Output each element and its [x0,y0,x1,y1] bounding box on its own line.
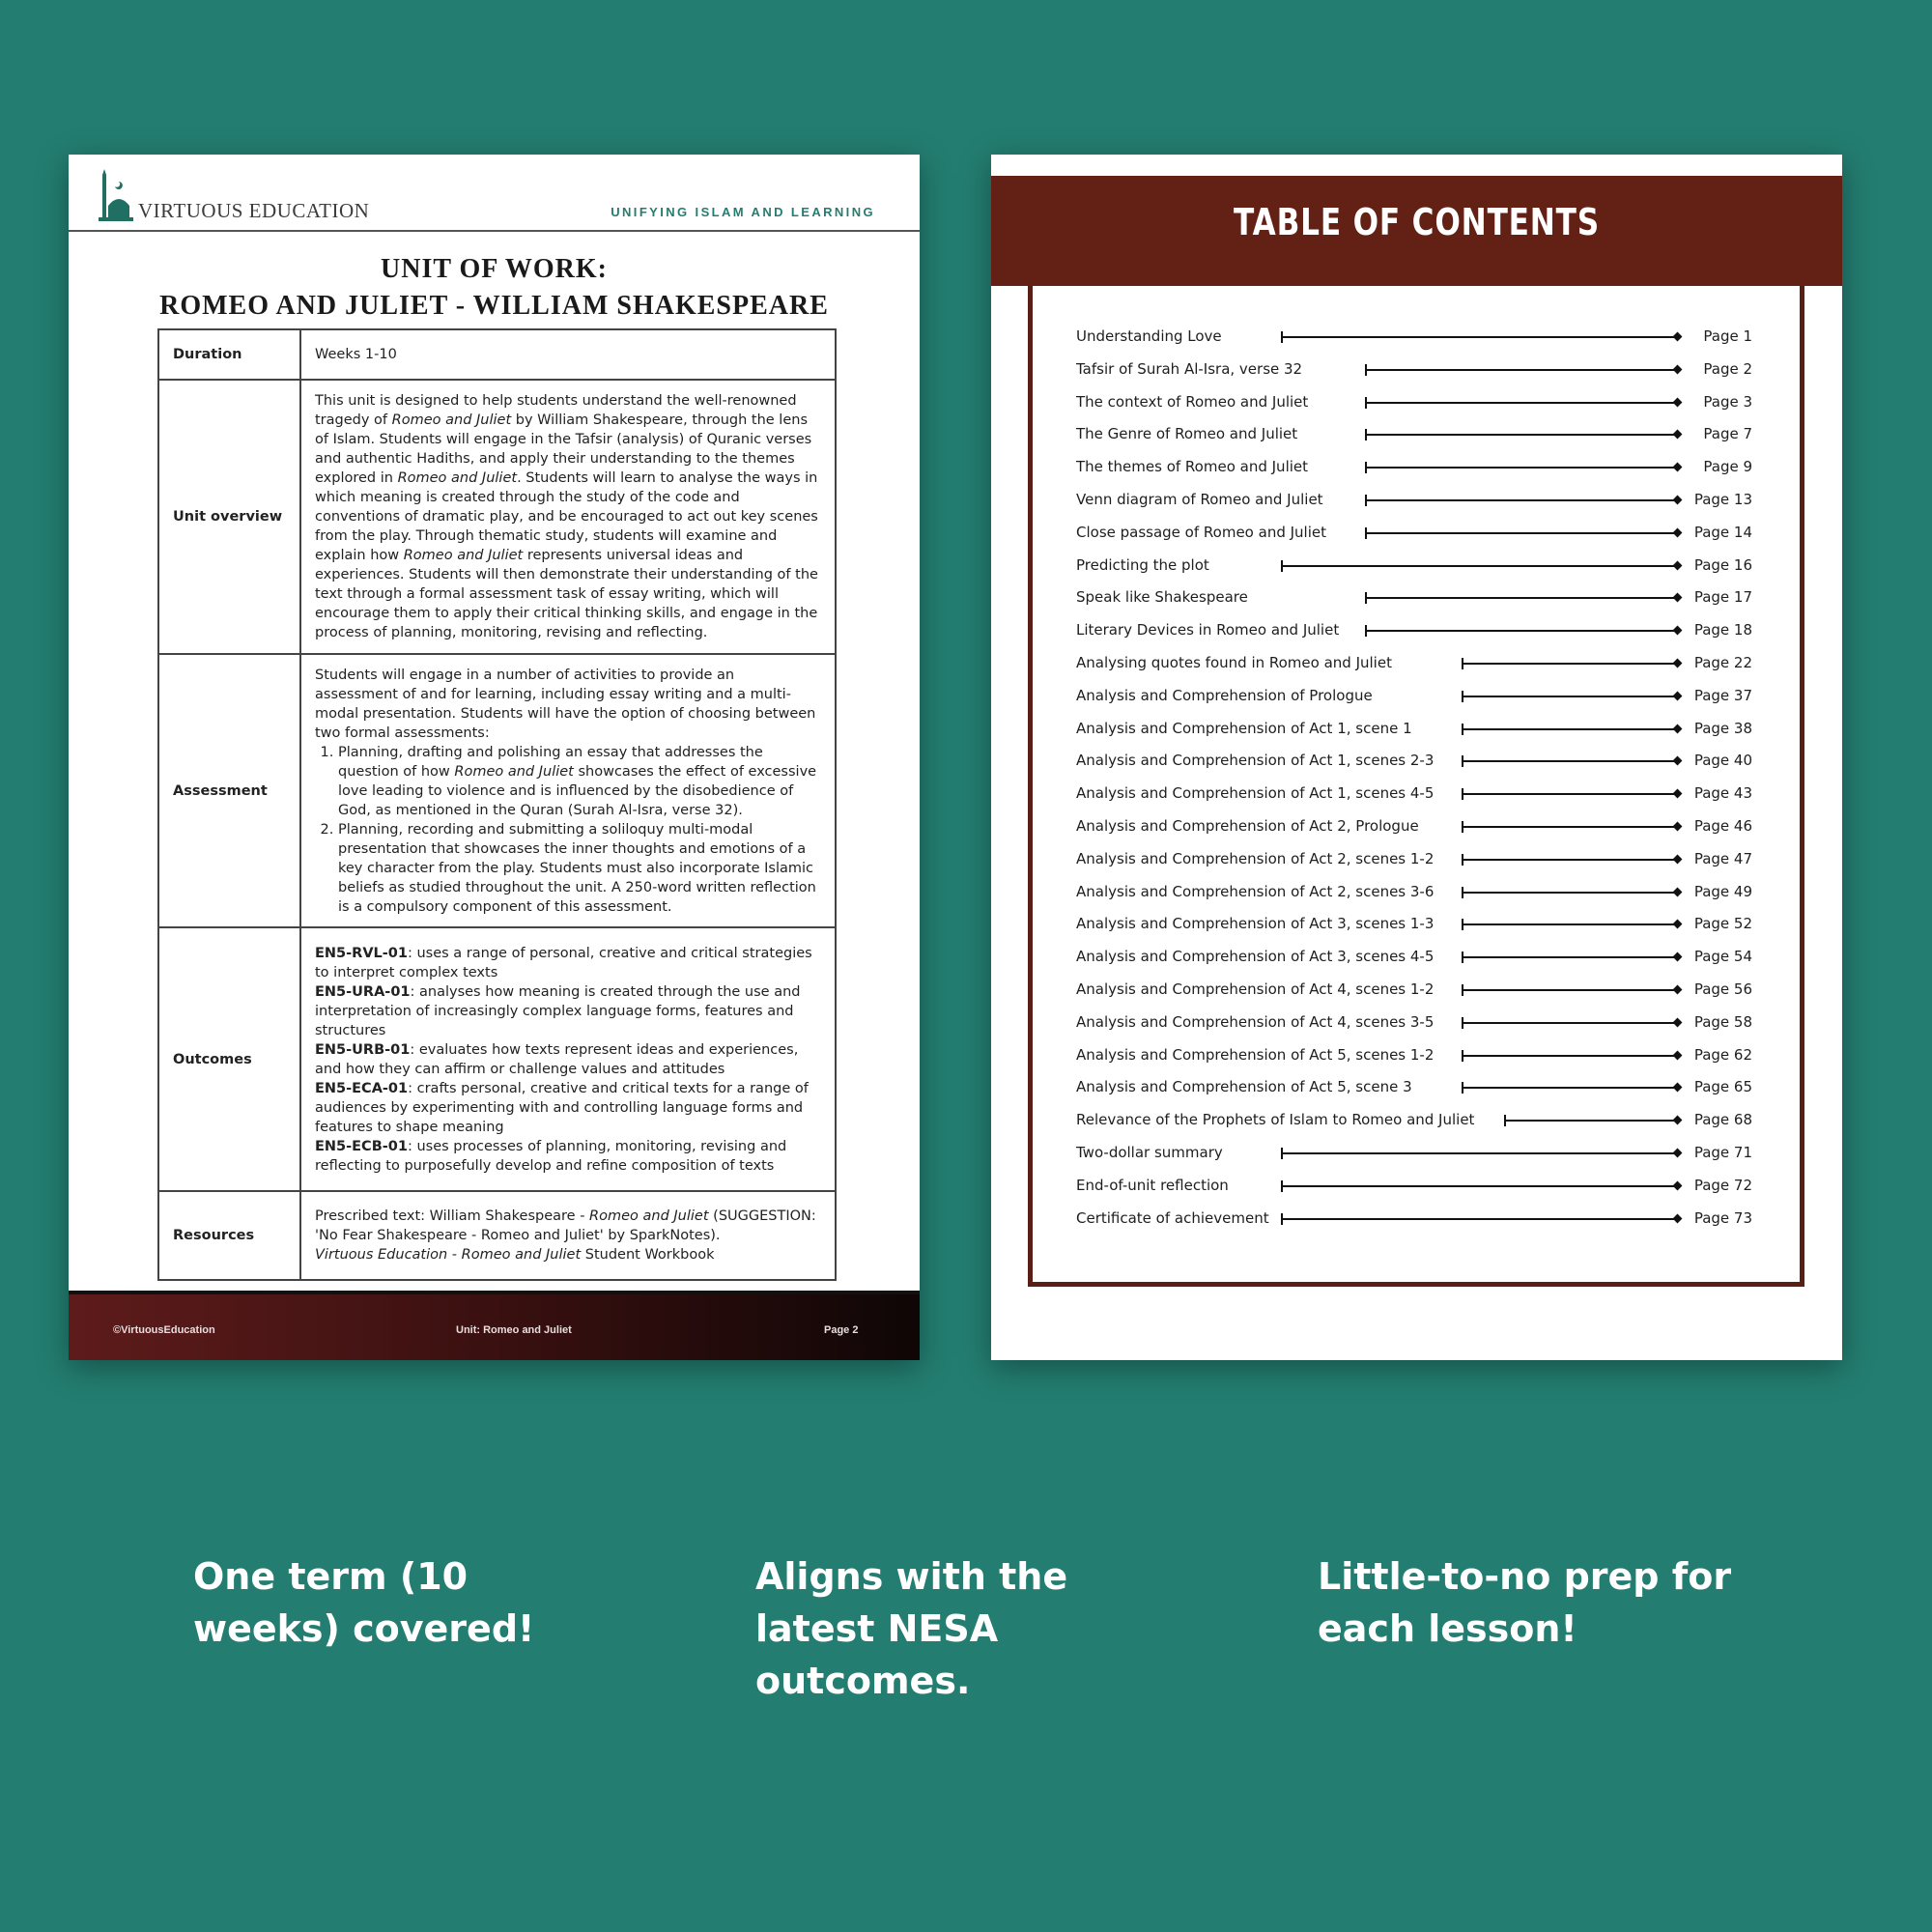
toc-entry-page: Page 68 [1693,1111,1752,1129]
toc-leader-line [1366,434,1677,436]
unit-table [157,328,837,1281]
page-footer [69,1291,920,1360]
toc-entry-page: Page 14 [1693,523,1752,541]
toc-entry[interactable] [1076,520,1752,553]
resources-label: Resources [158,1191,300,1280]
outcome-code: EN5-URB-01 [315,1041,411,1058]
feature-caption-term: One term (10 weeks) covered! [193,1555,535,1650]
toc-entry-title: Tafsir of Surah Al-Isra, verse 32 [1076,359,1303,378]
toc-entry[interactable] [1076,846,1752,879]
overview-text-part: by William Shakespeare, through the lens of Islam. Students will engage in the Tafsir (analysis) of Quranic verses and authentic Hadiths, and apply their understanding to the themes explored in [315,412,812,486]
duration-label: Duration [158,329,300,380]
toc-leader-line [1463,793,1677,795]
toc-entry-page: Page 37 [1693,686,1752,704]
outcome-item [315,944,821,982]
outcome-code: EN5-RVL-01 [315,945,408,961]
toc-entry-title: Venn diagram of Romeo and Juliet [1076,490,1323,508]
assessment-item [338,743,821,820]
page-header [69,155,920,232]
toc-entry-title: Analysis and Comprehension of Prologue [1076,686,1373,704]
toc-entry-title: Analysis and Comprehension of Act 2, scenes 1-2 [1076,849,1435,867]
toc-entry[interactable] [1076,1042,1752,1075]
toc-entry[interactable] [1076,911,1752,944]
toc-entry[interactable] [1076,324,1752,356]
toc-entry-page: Page 3 [1703,392,1752,411]
toc-entry-title: Analysing quotes found in Romeo and Juliet [1076,653,1392,671]
toc-entry-title: Analysis and Comprehension of Act 3, scenes 1-3 [1076,915,1435,933]
toc-entry[interactable] [1076,1074,1752,1107]
toc-entry-page: Page 16 [1693,555,1752,574]
toc-entry[interactable] [1076,454,1752,487]
toc-entry-title: Analysis and Comprehension of Act 4, scenes 1-2 [1076,980,1435,998]
duration-row [158,329,836,380]
toc-entry[interactable] [1076,1009,1752,1042]
toc-entry-title: Understanding Love [1076,327,1222,345]
toc-entry-page: Page 22 [1693,653,1752,671]
overview-text-part: This unit is designed to help students understand the well-renowned tragedy of [315,393,797,428]
toc-title: TABLE OF CONTENTS [1233,201,1600,243]
footer-page-number: Page 2 [824,1324,859,1336]
outcomes-text [300,927,836,1191]
toc-leader-line [1463,1055,1677,1057]
toc-entry[interactable] [1076,356,1752,389]
assessment-text [300,654,836,927]
toc-entry-title: Analysis and Comprehension of Act 3, scenes 4-5 [1076,948,1435,966]
outcome-code: EN5-ECB-01 [315,1138,408,1154]
outcome-code: EN5-URA-01 [315,983,411,1000]
toc-entry-page: Page 40 [1693,752,1752,770]
toc-entry[interactable] [1076,487,1752,520]
outcome-item [315,982,821,1040]
resource-part: (SUGGESTION: 'No Fear Shakespeare - Romeo and Juliet' by SparkNotes). [315,1208,816,1243]
toc-entry-page: Page 65 [1693,1078,1752,1096]
toc-leader-line [1463,826,1677,828]
toc-entry-title: The Genre of Romeo and Juliet [1076,425,1298,443]
toc-entry[interactable] [1076,389,1752,422]
overview-text-part: . Students will learn to analyse the ways in which meaning is created through the study of the code and conventions of dramatic play, and be encouraged to act out key scenes from the play. Through thematic study, students will examine and explain how [315,470,818,563]
assessment-item-italic: Romeo and Juliet [454,763,574,780]
toc-entry[interactable] [1076,813,1752,846]
outcome-item [315,1137,821,1176]
toc-entry-page: Page 58 [1693,1012,1752,1031]
overview-text-italic: Romeo and Juliet [391,412,512,428]
toc-entry-page: Page 17 [1693,588,1752,607]
toc-entry-title: Analysis and Comprehension of Act 4, scenes 3-5 [1076,1012,1435,1031]
outcome-item [315,1079,821,1137]
toc-entry-title: Analysis and Comprehension of Act 5, scenes 1-2 [1076,1045,1435,1064]
toc-leader-line [1463,923,1677,925]
toc-leader-line [1463,696,1677,697]
assessment-item-part: showcases the effect of excessive love leading to violence and is influenced by the disobedience of God, as mentioned in the Quran (Surah Al-Isra, verse 32). [338,763,817,818]
toc-leader-line [1366,467,1677,469]
toc-entry-title: Literary Devices in Romeo and Juliet [1076,621,1340,639]
toc-leader-line [1366,499,1677,501]
toc-entry[interactable] [1076,748,1752,781]
toc-entry-title: Two-dollar summary [1076,1143,1223,1161]
toc-entry[interactable] [1076,584,1752,617]
toc-entry-title: Certificate of achievement [1076,1208,1269,1227]
toc-entry-title: Close passage of Romeo and Juliet [1076,523,1326,541]
unit-title [69,251,920,325]
toc-leader-line [1463,956,1677,958]
resource-part: Prescribed text: William Shakespeare - [315,1208,590,1224]
resource-part: Student Workbook [581,1247,715,1263]
unit-of-work-page [69,155,920,1360]
resource-item [315,1207,821,1245]
toc-entry[interactable] [1076,781,1752,813]
toc-entry-page: Page 9 [1703,458,1752,476]
toc-leader-line [1463,989,1677,991]
toc-entry[interactable] [1076,650,1752,683]
overview-text-part: represents universal ideas and experiences. Students will then demonstrate their understanding of the text through a formal assessment task of essay writing, which will encourage them to apply their critical thinking skills, and engage in the process of planning, monitoring, revising and reflecting. [315,548,818,640]
toc-entry-page: Page 2 [1703,359,1752,378]
toc-entry-page: Page 54 [1693,948,1752,966]
toc-entry-page: Page 62 [1693,1045,1752,1064]
toc-entry[interactable] [1076,421,1752,454]
toc-entry-title: Analysis and Comprehension of Act 2, scenes 3-6 [1076,882,1435,900]
toc-leader-line [1366,402,1677,404]
mosque-logo-icon [99,169,133,223]
toc-leader-line [1463,728,1677,730]
toc-entry[interactable] [1076,1206,1752,1238]
outcome-item [315,1040,821,1079]
toc-entry-page: Page 43 [1693,784,1752,803]
tagline: UNIFYING ISLAM AND LEARNING [611,205,875,219]
toc-entry-page: Page 1 [1703,327,1752,345]
assessment-item-part: Planning, drafting and polishing an essay that addresses the question of how [338,744,763,780]
toc-leader-line [1505,1120,1677,1122]
toc-leader-line [1282,565,1677,567]
resource-item [315,1245,821,1264]
toc-entry-title: Analysis and Comprehension of Act 1, scenes 4-5 [1076,784,1435,803]
title-line-2: ROMEO AND JULIET - WILLIAM SHAKESPEARE [159,291,829,321]
toc-entry-title: Analysis and Comprehension of Act 1, scene 1 [1076,719,1412,737]
toc-leader-line [1463,760,1677,762]
toc-entry-title: Relevance of the Prophets of Islam to Romeo and Juliet [1076,1111,1475,1129]
toc-entry[interactable] [1076,716,1752,749]
title-line-1: UNIT OF WORK: [381,254,608,284]
outcome-desc: : uses processes of planning, monitoring, revising and reflecting to purposefully develop and refine composition of texts [315,1138,787,1174]
assessment-label: Assessment [158,654,300,927]
toc-leader-line [1463,1022,1677,1024]
outcomes-label: Outcomes [158,927,300,1191]
toc-entry-page: Page 56 [1693,980,1752,998]
overview-row [158,380,836,654]
toc-leader-line [1463,892,1677,894]
toc-leader-line [1463,859,1677,861]
toc-entry-title: Analysis and Comprehension of Act 5, scene 3 [1076,1078,1412,1096]
toc-entry-page: Page 72 [1693,1176,1752,1194]
toc-leader-line [1463,1087,1677,1089]
outcome-desc: : uses a range of personal, creative and critical strategies to interpret complex texts [315,945,812,980]
resources-row [158,1191,836,1280]
toc-entry[interactable] [1076,879,1752,912]
toc-leader-line [1282,1218,1677,1220]
table-of-contents-page [991,155,1842,1360]
toc-entry-title: The context of Romeo and Juliet [1076,392,1309,411]
toc-entry-page: Page 52 [1693,915,1752,933]
feature-caption-outcomes: Aligns with the latest NESA outcomes. [755,1555,1068,1702]
toc-entry-page: Page 38 [1693,719,1752,737]
toc-entry-title: Analysis and Comprehension of Act 2, Prologue [1076,816,1419,835]
outcome-desc: : analyses how meaning is created through the use and interpretation of increasingly complex language forms, features and structures [315,983,801,1038]
resource-italic: Virtuous Education - Romeo and Juliet [315,1247,582,1263]
toc-leader-line [1366,630,1677,632]
toc-leader-line [1282,1185,1677,1187]
toc-entry[interactable] [1076,977,1752,1009]
toc-entry[interactable] [1076,683,1752,716]
toc-entry-page: Page 7 [1703,425,1752,443]
toc-entry[interactable] [1076,1173,1752,1206]
outcomes-row [158,927,836,1191]
toc-leader-line [1282,336,1677,338]
resources-text [300,1191,836,1280]
toc-leader-line [1366,369,1677,371]
outcome-desc: : evaluates how texts represent ideas and experiences, and how they can affirm or challenge values and attitudes [315,1041,799,1077]
toc-leader-line [1366,597,1677,599]
toc-entry[interactable] [1076,944,1752,977]
toc-entry-page: Page 71 [1693,1143,1752,1161]
toc-entry-page: Page 46 [1693,816,1752,835]
toc-leader-line [1463,663,1677,665]
toc-entry-page: Page 18 [1693,621,1752,639]
resource-italic: Romeo and Juliet [589,1208,709,1224]
duration-value: Weeks 1-10 [300,329,836,380]
toc-entry[interactable] [1076,617,1752,650]
toc-entry[interactable] [1076,1140,1752,1173]
assessment-row [158,654,836,927]
overview-text-italic: Romeo and Juliet [403,548,524,563]
toc-entry[interactable] [1076,1107,1752,1140]
toc-entry-title: The themes of Romeo and Juliet [1076,458,1309,476]
toc-entry[interactable] [1076,553,1752,585]
toc-leader-line [1366,532,1677,534]
assessment-list [315,743,821,917]
outcome-desc: : crafts personal, creative and critical texts for a range of audiences by experimenting with and controlling language forms and features to shape meaning [315,1080,809,1135]
toc-leader-line [1282,1152,1677,1154]
toc-list [1076,324,1752,1237]
footer-unit: Unit: Romeo and Juliet [456,1324,572,1336]
toc-entry-title: End-of-unit reflection [1076,1176,1229,1194]
toc-entry-page: Page 47 [1693,849,1752,867]
toc-entry-page: Page 13 [1693,490,1752,508]
overview-label: Unit overview [158,380,300,654]
overview-text-italic: Romeo and Juliet [397,470,518,486]
toc-entry-title: Predicting the plot [1076,555,1209,574]
overview-text [300,380,836,654]
feature-caption-prep: Little-to-no prep for each lesson! [1318,1555,1732,1650]
assessment-item: 2. Planning, recording and submitting a soliloquy multi-modal presentation that showcases the inner thoughts and emotions of a key character from the play. Students must also incorporate Islamic beliefs as studied throughout the unit. A 250-word written reflection is a compulsory component of this assessment. [338,820,821,917]
toc-entry-title: Speak like Shakespeare [1076,588,1248,607]
footer-copyright: ©VirtuousEducation [113,1324,215,1336]
toc-entry-title: Analysis and Comprehension of Act 1, scenes 2-3 [1076,752,1435,770]
outcome-code: EN5-ECA-01 [315,1080,409,1096]
toc-entry-page: Page 49 [1693,882,1752,900]
toc-entry-page: Page 73 [1693,1208,1752,1227]
assessment-intro: Students will engage in a number of activities to provide an assessment of and for learning, including essay writing and a multi-modal presentation. Students will have the option of choosing between two formal assessments: [315,667,816,741]
brand-name: VIRTUOUS EDUCATION [138,199,370,222]
